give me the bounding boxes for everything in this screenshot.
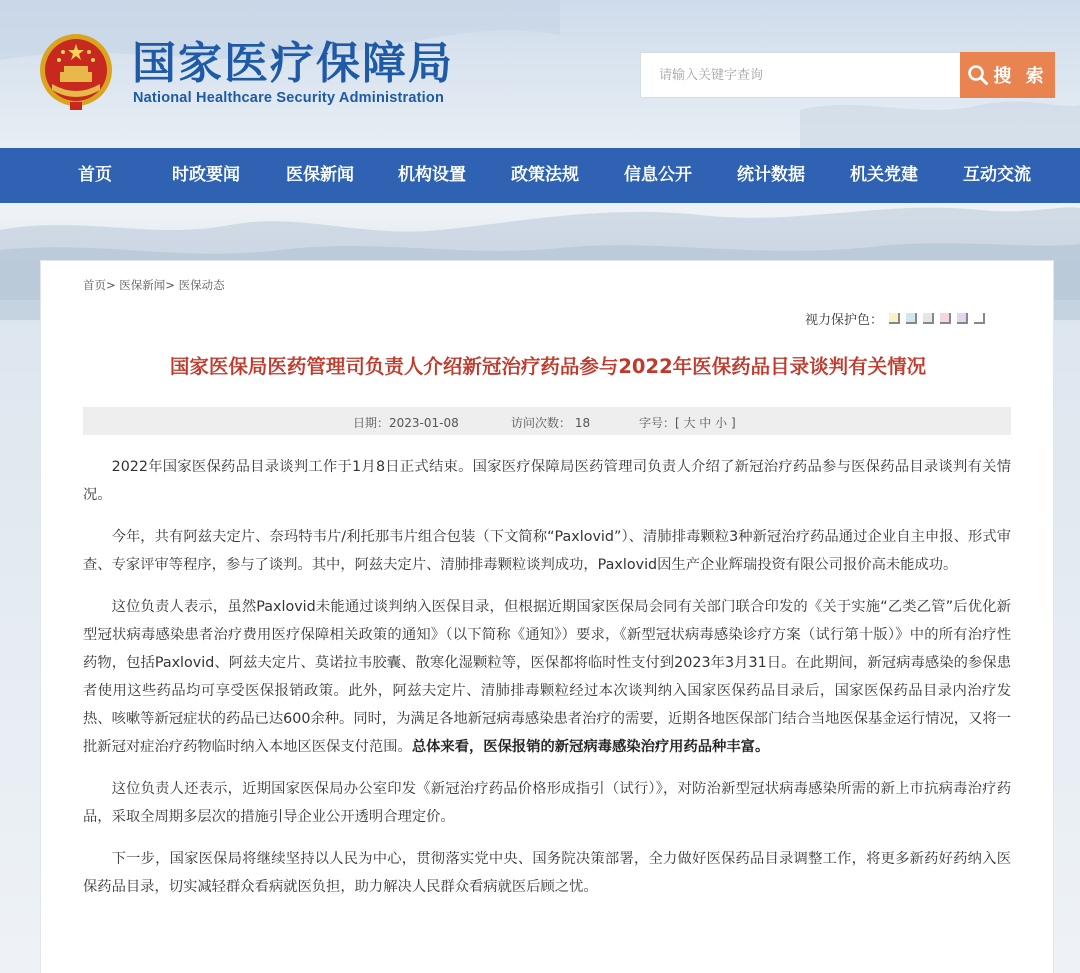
search-icon bbox=[967, 64, 989, 86]
article-date: 日期：2023-01-08 bbox=[353, 416, 459, 430]
site-title: 国家医疗保障局 bbox=[132, 38, 454, 89]
swatch-pink[interactable] bbox=[940, 313, 951, 324]
swatch-purple[interactable] bbox=[957, 313, 968, 324]
search-button-label: 搜 索 bbox=[993, 66, 1048, 87]
site-header bbox=[0, 0, 1080, 148]
nav-item-public-info[interactable]: 信息公开 bbox=[624, 165, 692, 185]
nav-item-organization[interactable]: 机构设置 bbox=[398, 165, 466, 185]
article-meta-bar bbox=[83, 407, 1011, 435]
breadcrumb-separator: > bbox=[165, 278, 175, 292]
article-title: 国家医保局医药管理司负责人介绍新冠治疗药品参与2022年医保药品目录谈判有关情况 bbox=[169, 355, 927, 378]
search-button[interactable] bbox=[960, 52, 1055, 98]
breadcrumb-separator: > bbox=[106, 278, 116, 292]
article-paragraph bbox=[83, 593, 1011, 761]
nav-item-party-building[interactable]: 机关党建 bbox=[850, 165, 918, 185]
font-size-selector[interactable]: 字号：[ 大 中 小 ] bbox=[639, 416, 736, 430]
search-input[interactable] bbox=[659, 68, 960, 83]
article-body bbox=[83, 453, 1011, 915]
article-paragraph: 这位负责人还表示，近期国家医保局办公室印发《新冠治疗药品价格形成指引（试行）》，对防治新型冠状病毒感染所需的新上市抗病毒治疗药品，采取全周期多层次的措施引导企业公开透明合理定价。 bbox=[83, 781, 1011, 825]
article-bold-sentence: 总体来看，医保报销的新冠病毒感染治疗用药品种丰富。 bbox=[411, 739, 770, 755]
search-box bbox=[640, 52, 960, 98]
article-paragraph: 2022年国家医保药品目录谈判工作于1月8日正式结束。国家医疗保障局医药管理司负责人介绍了新冠治疗药品参与医保药品目录谈判有关情况。 bbox=[83, 459, 1011, 503]
nav-item-policy[interactable]: 政策法规 bbox=[511, 165, 579, 185]
breadcrumb bbox=[83, 277, 225, 293]
swatch-gray[interactable] bbox=[923, 313, 934, 324]
breadcrumb-home[interactable]: 首页 bbox=[83, 278, 106, 292]
nav-item-healthcare-news[interactable]: 医保新闻 bbox=[286, 165, 354, 185]
article-paragraph: 下一步，国家医保局将继续坚持以人民为中心，贯彻落实党中央、国务院决策部署，全力做好医保药品目录调整工作，将更多新药好药纳入医保药品目录，切实减轻群众看病就医负担，助力解决人民群众看病就医后顾之忧。 bbox=[83, 851, 1011, 895]
breadcrumb-healthcare-news[interactable]: 医保新闻 bbox=[119, 278, 166, 292]
nav-item-home[interactable]: 首页 bbox=[78, 165, 112, 185]
nav-item-interaction[interactable]: 互动交流 bbox=[963, 165, 1031, 185]
site-subtitle: National Healthcare Security Administration bbox=[133, 90, 445, 106]
article-visits: 访问次数： 18 bbox=[511, 416, 591, 430]
swatch-blue[interactable] bbox=[906, 313, 917, 324]
eye-care-color-picker bbox=[805, 309, 985, 328]
article-panel bbox=[40, 260, 1054, 973]
swatch-white[interactable] bbox=[974, 313, 985, 324]
article-paragraph-text: 这位负责人表示，虽然Paxlovid未能通过谈判纳入医保目录，但根据近期国家医保局会同有关部门联合印发的《关于实施“乙类乙管”后优化新型冠状病毒感染患者治疗费用医疗保障相关政策的通知》（以下简称《通知》）要求，《新型冠状病毒感染诊疗方案（试行第十版）》中的所有治疗性药物，包括Paxlovid、阿兹夫定片、莫诺拉韦胶囊、散寒化湿颗粒等，医保都将临时性支付到2023年3月31日。在此期间，新冠病毒感染的参保患者使用这些药品均可享受医保报销政策。此外，阿兹夫定片、清肺排毒颗粒经过本次谈判纳入国家医保药品目录后，国家医保药品目录内治疗发热、咳嗽等新冠症状的药品已达600余种。同时，为满足各地新冠病毒感染患者治疗的需要，近期各地医保部门结合当地医保基金运行情况，又将一批新冠对症治疗药物临时纳入本地区医保支付范围。 bbox=[83, 599, 1011, 755]
swatch-yellow[interactable] bbox=[889, 313, 900, 324]
article-paragraph: 今年，共有阿兹夫定片、奈玛特韦片/利托那韦片组合包装（下文简称“Paxlovid”）、清肺排毒颗粒3种新冠治疗药品通过企业自主申报、形式审查、专家评审等程序，参与了谈判。其中，阿兹夫定片、清肺排毒颗粒谈判成功，Paxlovid因生产企业辉瑞投资有限公司报价高未能成功。 bbox=[83, 529, 1011, 573]
national-emblem-icon bbox=[38, 32, 114, 112]
nav-item-statistics[interactable]: 统计数据 bbox=[737, 165, 805, 185]
main-nav bbox=[0, 148, 1080, 203]
eye-care-label: 视力保护色： bbox=[805, 313, 884, 328]
breadcrumb-healthcare-updates[interactable]: 医保动态 bbox=[178, 278, 225, 292]
nav-item-political-news[interactable]: 时政要闻 bbox=[172, 165, 240, 185]
